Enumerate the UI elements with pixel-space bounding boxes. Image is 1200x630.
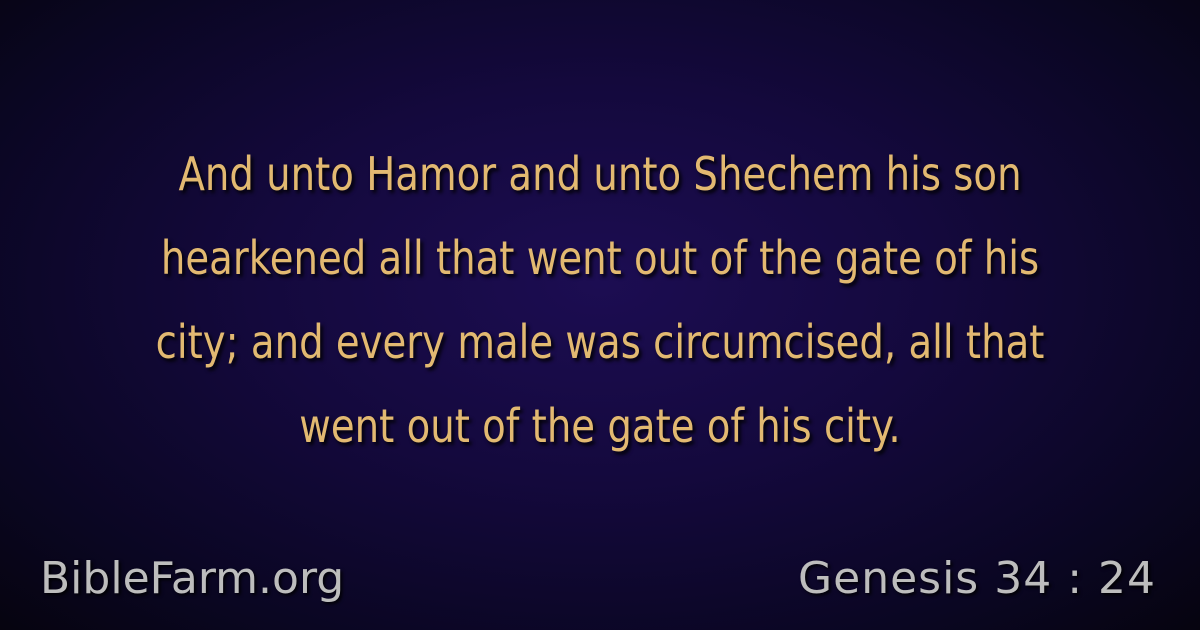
verse-text: And unto Hamor and unto Shechem his son hearkened all that went out of the gate of his city; and every male was circumcised, all that went out of the gate of his city. xyxy=(155,147,1045,453)
site-name: BibleFarm.org xyxy=(40,553,345,604)
verse-reference: Genesis 34 : 24 xyxy=(798,553,1156,604)
verse-container xyxy=(30,132,1170,472)
